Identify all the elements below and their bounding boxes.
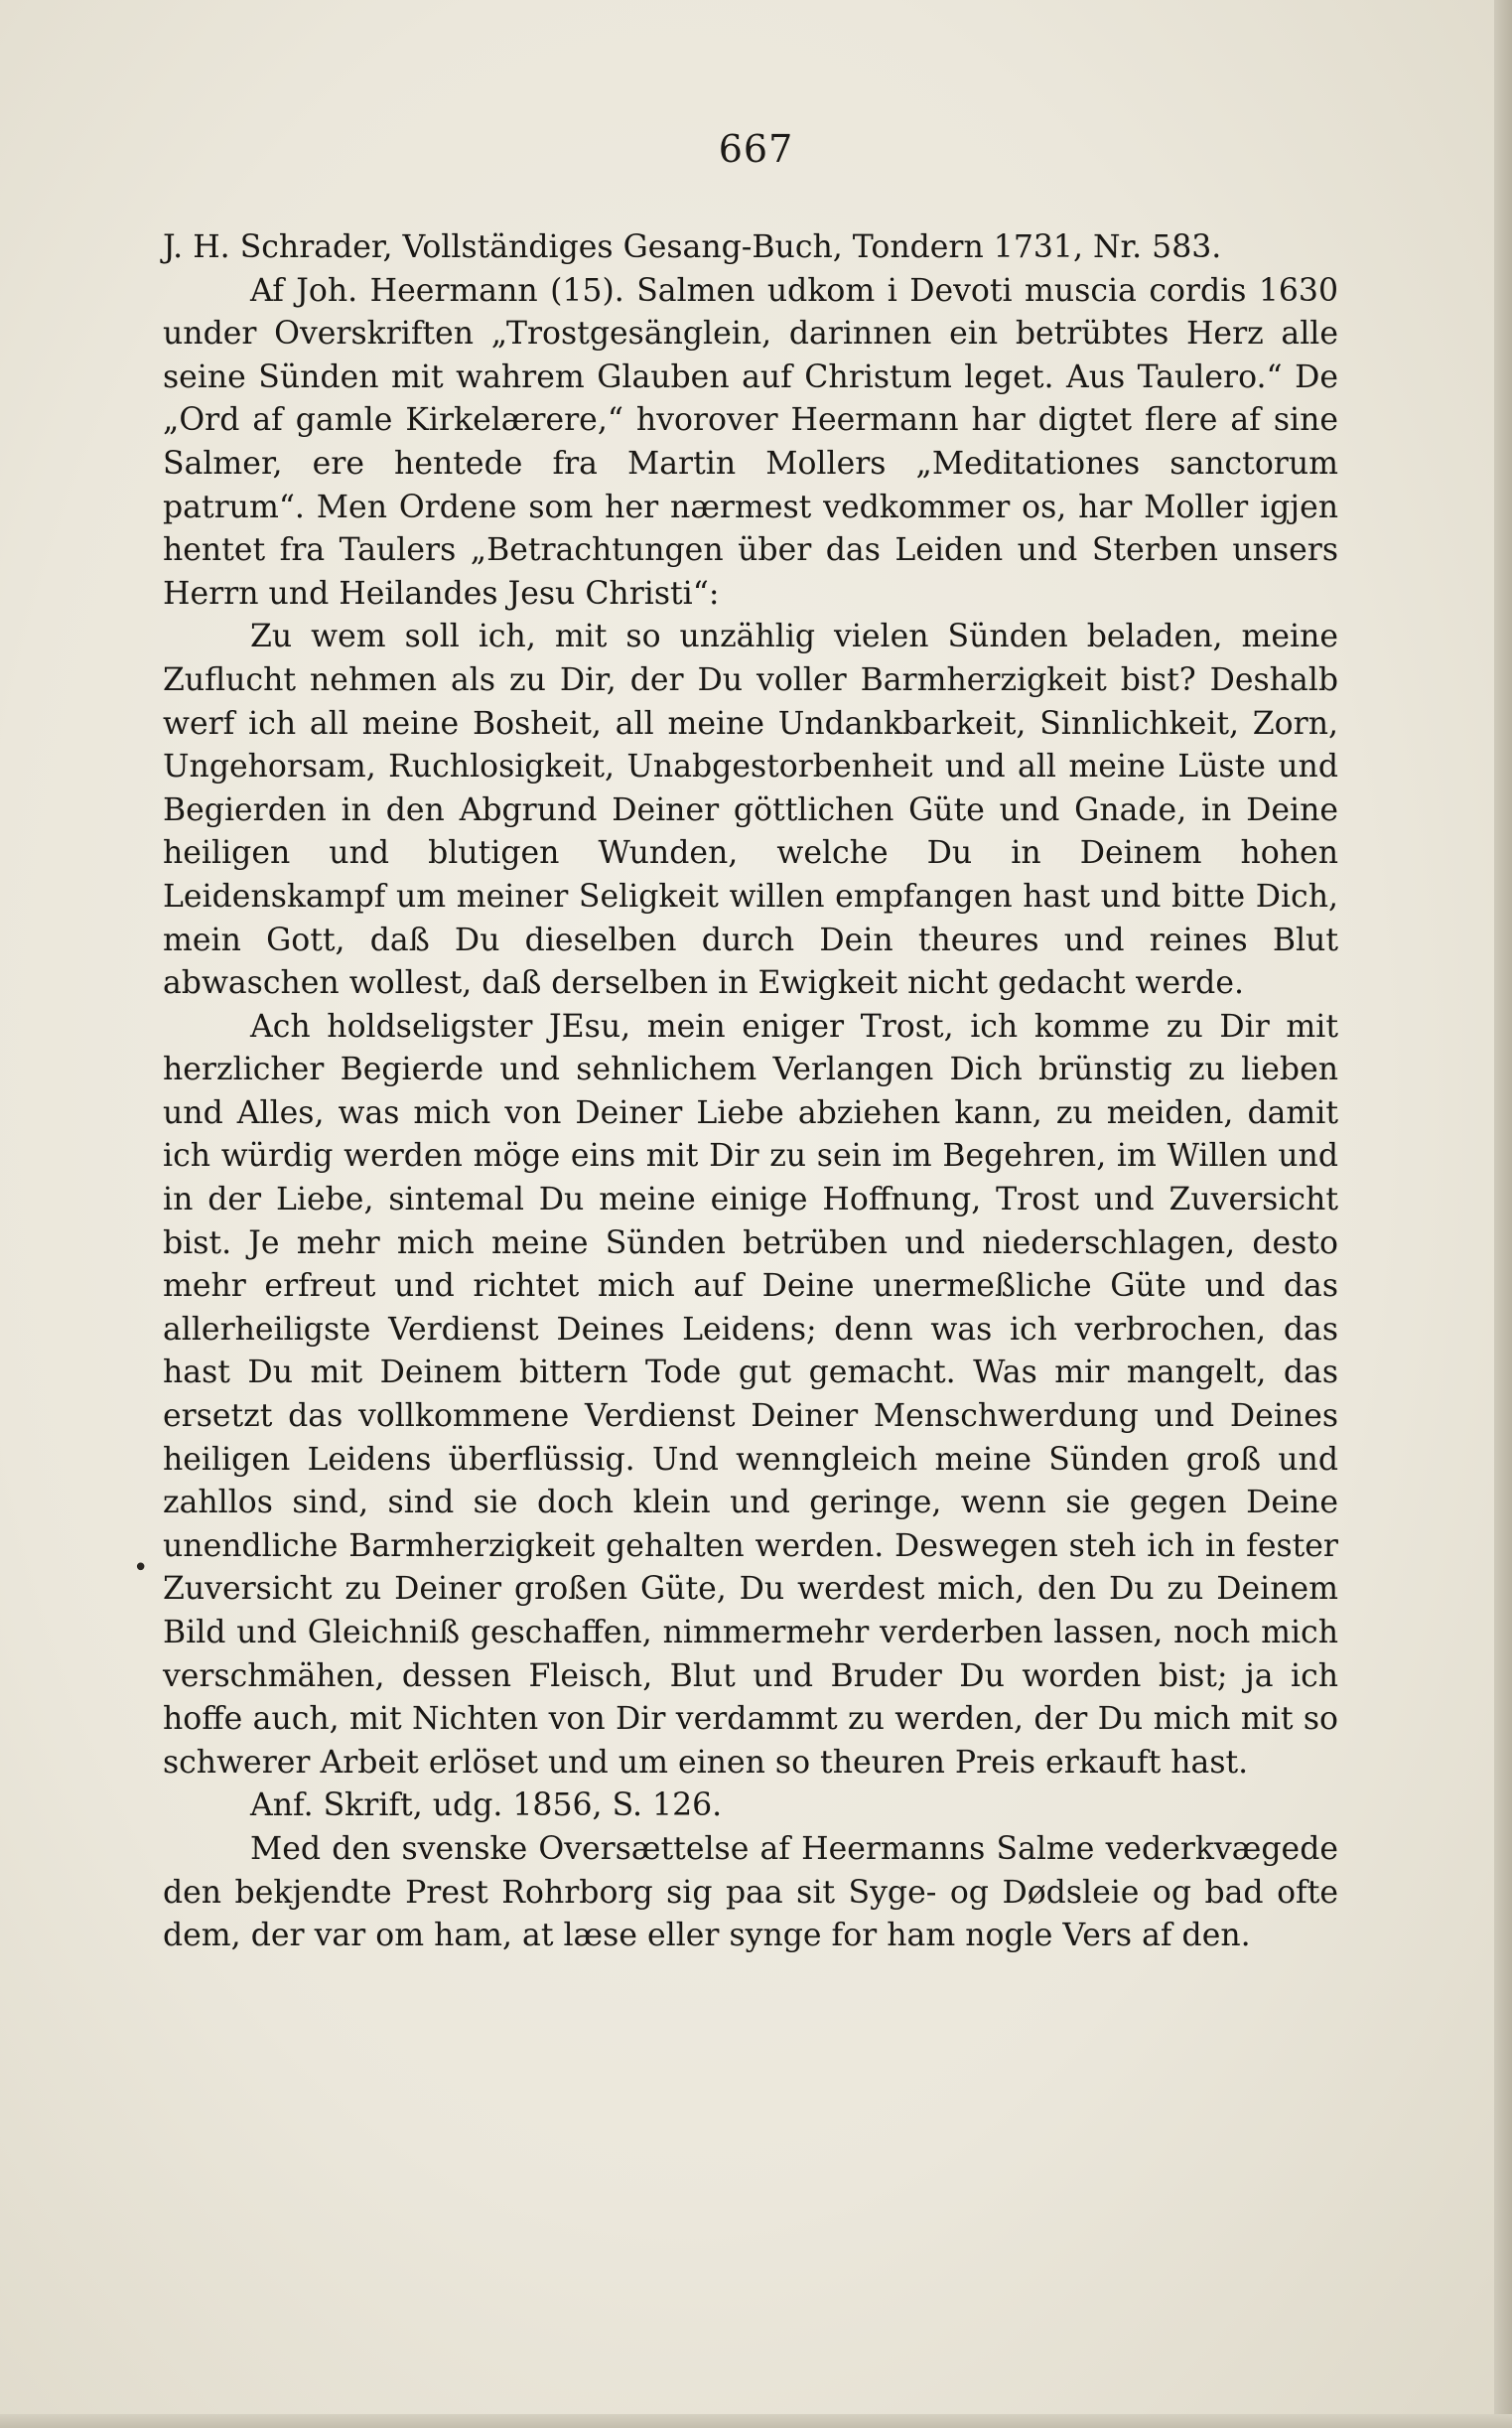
source-citation: J. H. Schrader, Vollständiges Gesang-Buch, Tondern 1731, Nr. 583.: [163, 229, 1222, 265]
margin-mark: •: [133, 1553, 149, 1583]
paragraph-heermann: Af Joh. Heermann (15). Salmen udkom i Devoti muscia cordis 1630 under Overskriften „Trostgesänglein, darinnen ein betrübtes Herz alle seine Sünden mit wahrem Glauben auf Christum leget. Aus Taulero.“ De „Ord af gamle Kirkelærere,“ hvorover Heermann har digtet flere af sine Salmer, ere hentede fra Martin Mollers „Meditationes sanctorum patrum“. Men Ordene som her nærmest vedkommer os, har Moller igjen hentet fra Taulers „Betrachtungen über das Leiden und Sterben unsers Herrn und Heilandes Jesu Christi“:: [163, 272, 1338, 612]
page-edge-bottom: [0, 2414, 1512, 2428]
reference-line: Anf. Skrift, udg. 1856, S. 126.: [250, 1787, 723, 1824]
quote-paragraph-1: Zu wem soll ich, mit so unzählig vielen Sünden beladen, meine Zuflucht nehmen als zu Dir, der Du voller Barmherzigkeit bist? Deshalb werf ich all meine Bosheit, all meine Undankbarkeit, Sinnlichkeit, Zorn, Ungehorsam, Ruchlosigkeit, Unabgestorbenheit und all meine Lüste und Begierden in den Abgrund Deiner göttlichen Güte und Gnade, in Deine heiligen und blutigen Wunden, welche Du in Deinem hohen Leidenskampf um meiner Seligkeit willen empfangen hast und bitte Dich, mein Gott, daß Du dieselben durch Dein theures und reines Blut abwaschen wollest, daß derselben in Ewigkeit nicht gedacht werde.: [163, 619, 1338, 1002]
page-edge-right: [1494, 0, 1512, 2428]
quote-paragraph-2: Ach holdseligster JEsu, mein eniger Trost, ich komme zu Dir mit herzlicher Begierde und sehnlichem Verlangen Dich brünstig zu lieben und Alles, was mich von Deiner Liebe abziehen kann, zu meiden, damit ich würdig werden möge eins mit Dir zu sein im Begehren, im Willen und in der Liebe, sintemal Du meine einige Hoffnung, Trost und Zuversicht bist. Je mehr mich meine Sünden betrüben und niederschlagen, desto mehr erfreut und richtet mich auf Deine unermeßliche Güte und das allerheiligste Verdienst Deines Leidens; denn was ich verbrochen, das hast Du mit Deinem bittern Tode gut gemacht. Was mir mangelt, das ersetzt das vollkommene Verdienst Deiner Menschwerdung und Deines heiligen Leidens überflüssig. Und wenngleich meine Sünden groß und zahllos sind, sind sie doch klein und geringe, wenn sie gegen Deine unendliche Barmherzigkeit gehalten werden. Deswegen steh ich in fester Zuversicht zu Deiner großen Güte, Du werdest mich, den Du zu Deinem Bild und Gleichniß geschaffen, nimmermehr verderben lassen, noch mich verschmähen, dessen Fleisch, Blut und Bruder Du worden bist; ja ich hoffe auch, mit Nichten von Dir verdammt zu werden, der Du mich mit so schwerer Arbeit erlöset und um einen so theuren Preis erkauft hast.: [163, 1008, 1338, 1781]
page-number: 667: [718, 127, 794, 171]
page-body: [163, 226, 1338, 1958]
paragraph-swedish-translation: Med den svenske Oversættelse af Heermanns Salme vederkvægede den bekjendte Prest Rohrborg sig paa sit Syge- og Dødsleie og bad ofte dem, der var om ham, at læse eller synge for ham nogle Vers af den.: [163, 1830, 1338, 1954]
